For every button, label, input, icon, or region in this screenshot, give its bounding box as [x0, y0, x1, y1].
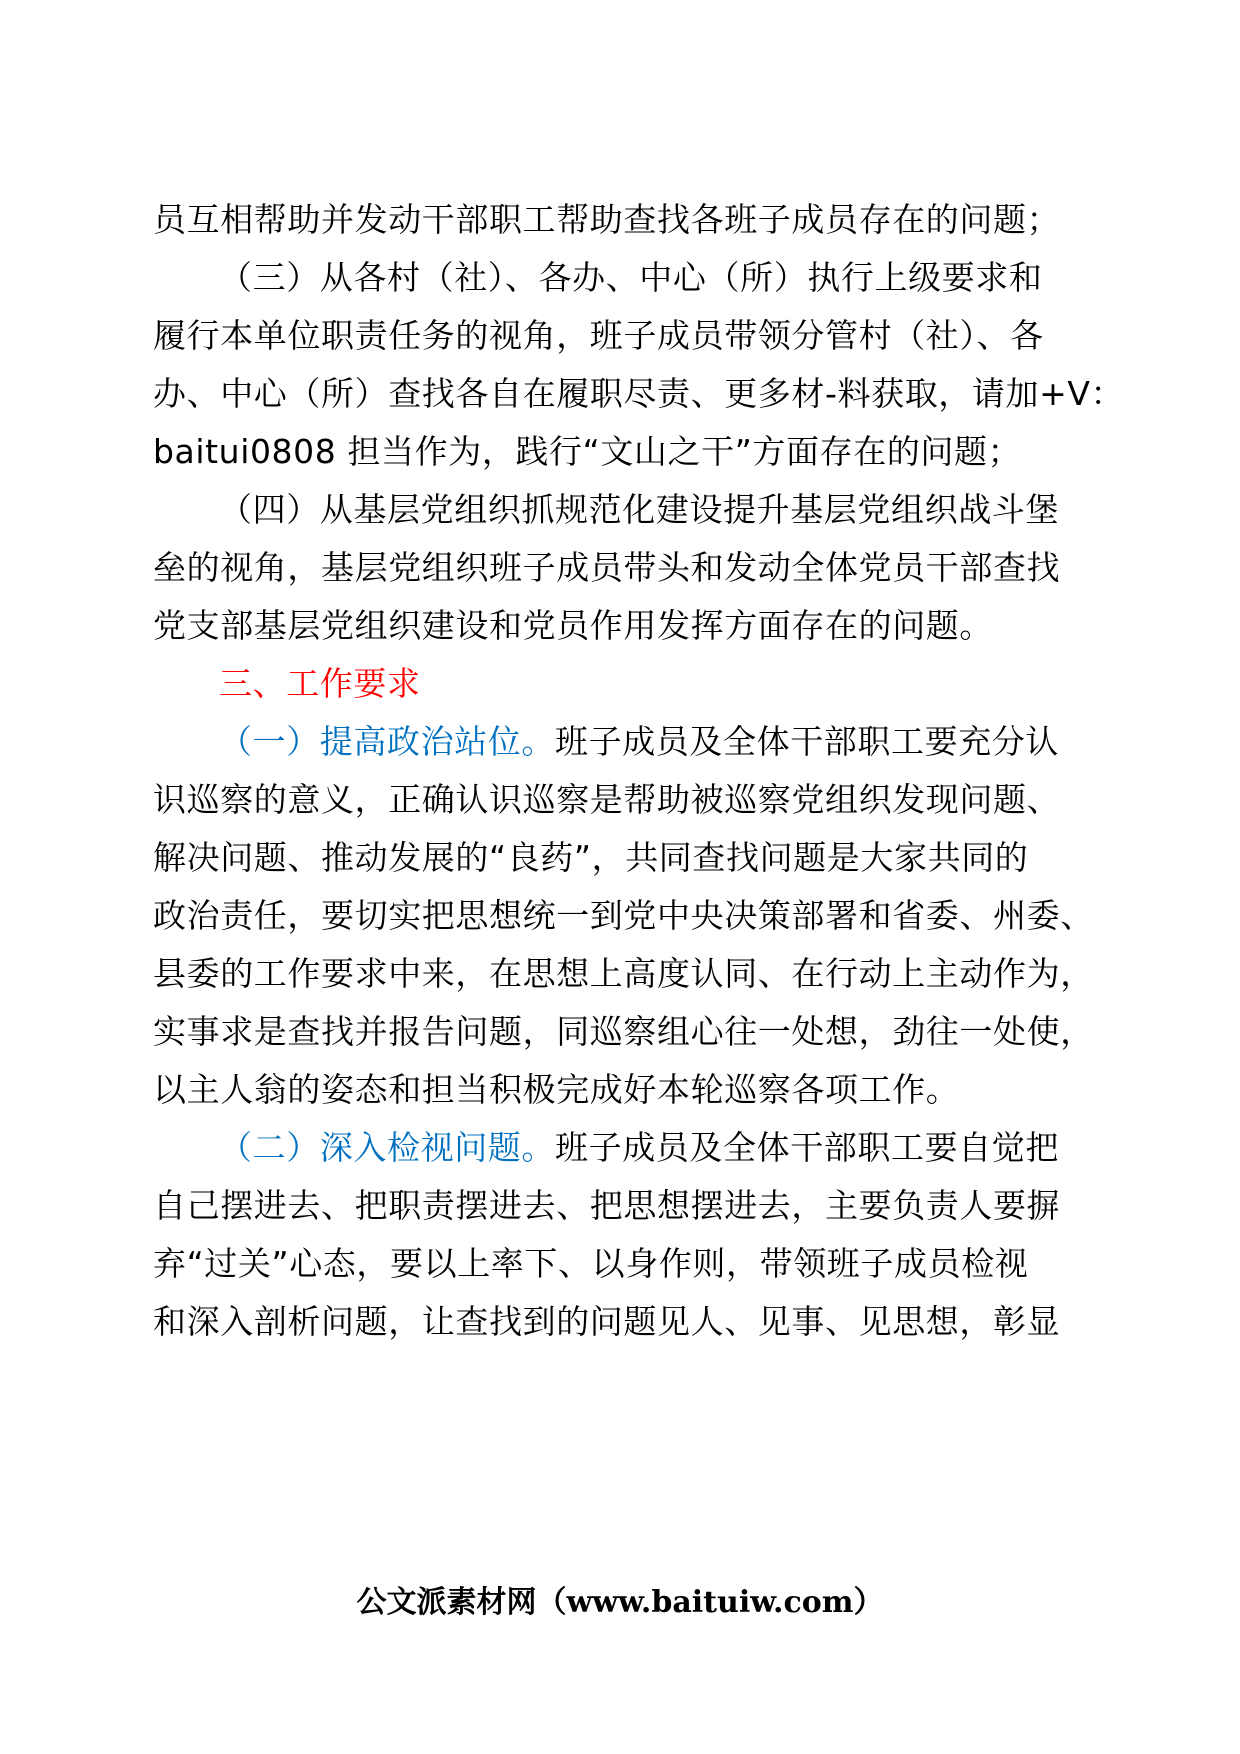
- item-two-heading: （二）深入检视问题。: [219, 1128, 555, 1167]
- body-line: 识巡察的意义，正确认识巡察是帮助被巡察党组织发现问题、: [153, 780, 1061, 819]
- body-line: 党支部基层党组织建设和党员作用发挥方面存在的问题。: [153, 606, 993, 645]
- body-line: 和深入剖析问题，让查找到的问题见人、见事、见思想，彰显: [153, 1302, 1061, 1341]
- body-line: 弃“过关”心态，要以上率下、以身作则，带领班子成员检视: [153, 1244, 1029, 1283]
- body-line: baitui0808 担当作为，践行“文山之干”方面存在的问题；: [153, 432, 1022, 471]
- body-line: 自己摆进去、把职责摆进去、把思想摆进去，主要负责人要摒: [153, 1186, 1061, 1225]
- item-two-first-line: [219, 1116, 1113, 1180]
- item-one-heading: （一）提高政治站位。: [219, 722, 555, 761]
- body-line: 政治责任，要切实把思想统一到党中央决策部署和省委、州委、: [153, 896, 1094, 935]
- body-line: 垒的视角，基层党组织班子成员带头和发动全体党员干部查找: [153, 548, 1061, 587]
- paragraph-four-start: （四）从基层党组织抓规范化建设提升基层党组织战斗堡: [219, 490, 1059, 529]
- body-line: 履行本单位职责任务的视角，班子成员带领分管村（社）、各: [153, 316, 1044, 355]
- body-line: 县委的工作要求中来，在思想上高度认同、在行动上主动作为，: [153, 954, 1094, 993]
- item-one-text: 班子成员及全体干部职工要充分认: [555, 722, 1059, 761]
- body-line: 办、中心（所）查找各自在履职尽责、更多材-料获取，请加+V：: [153, 374, 1125, 413]
- body-line: 解决问题、推动发展的“良药”，共同查找问题是大家共同的: [153, 838, 1029, 877]
- item-one-first-line: [219, 710, 1113, 774]
- page-footer: 公文派素材网（www.baituiw.com）: [356, 1585, 884, 1620]
- body-line: 员互相帮助并发动干部职工帮助查找各班子成员存在的问题；: [153, 200, 1061, 239]
- body-line: 实事求是查找并报告问题，同巡察组心往一处想，劲往一处使，: [153, 1012, 1094, 1051]
- body-line: 以主人翁的姿态和担当积极完成好本轮巡察各项工作。: [153, 1070, 960, 1109]
- paragraph-three-start: （三）从各村（社）、各办、中心（所）执行上级要求和: [219, 258, 1043, 297]
- section-heading: 三、工作要求: [219, 664, 421, 703]
- item-two-text: 班子成员及全体干部职工要自觉把: [555, 1128, 1059, 1167]
